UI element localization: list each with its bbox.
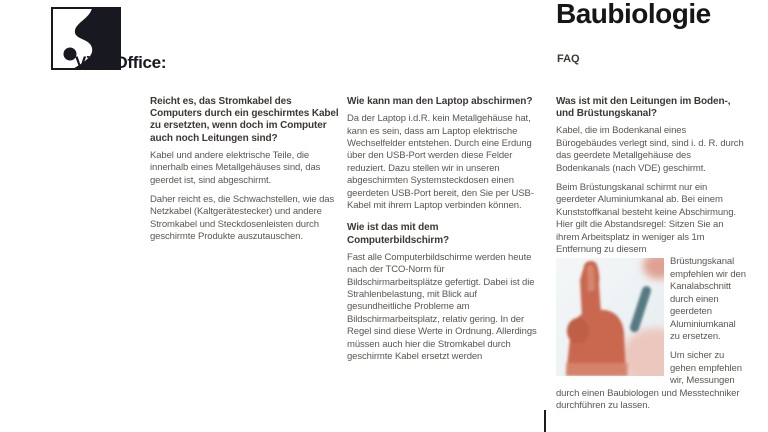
photo-text-wrap — [556, 256, 746, 412]
vital-office-logo — [51, 7, 251, 73]
column-3 — [556, 96, 746, 419]
answer-paragraph: Fast alle Computerbildschirme werden heute nach der TCO-Norm für Bildschirmarbeitsplätze gefertigt. Dabei ist die Strahlenbelastung, mit Blick auf gesundheitliche Probleme am Bildschirmarbeitsplatz, relativ gering. In der Regel sind diese Werte in Ordnung. Allerdings müssen auch hier die Stromkabel durch geschirmte Kabel ersetzt werden — [347, 251, 537, 363]
answer-paragraph: Daher reicht es, die Schwachstellen, wie das Netzkabel (Kaltgerätestecker) und andere Stromkabel und Steckdosenleisten durch geschirmte Produkte auszutauschen. — [150, 194, 335, 243]
vital-office-logo-text: Vital-Office: — [75, 53, 167, 72]
answer-paragraph: Beim Brüstungskanal schirmt nur ein geerdeter Aluminiumkanal ab. Bei einem Kunststoffkanal besteht keine Abschirmung. Hier gilt die Abstandsregel: Sitzen Sie an ihrem Arbeitsplatz in weniger als 1m Entfernung zu diesem — [556, 182, 736, 256]
question-heading: Reicht es, das Stromkabel des Computers durch ein geschirmtes Kabel zu ersetzten, wenn doch im Computer auch noch Leitungen sind? — [150, 96, 339, 144]
answer-paragraph: Da der Laptop i.d.R. kein Metallgehäuse hat, kann es sein, dass am Laptop elektrische Wechselfelder entstehen. Durch eine Erdung über den USB-Port werden diese Felder reduziert. Dazu stellen wir in unseren abgeschirmten Systemsteckdosen einen geerdeten USB-Port bereit, den Sie per USB-Kabel mit ihrem Laptop verbinden können. — [347, 113, 534, 212]
answer-paragraph: Brüstungskanal empfehlen wir den Kanalabschnitt durch einen geerdeten Aluminiumkanal zu ersetzen. — [670, 256, 746, 342]
answer-paragraph: Um sicher zu gehen empfehlen wir, Messungen durch einen Baubiologen und Messtechniker durchführen zu lassen. — [556, 350, 742, 411]
question-heading: Wie ist das mit dem Computerbildschirm? — [347, 222, 449, 246]
question-heading: Was ist mit den Leitungen im Boden-, und Brüstungskanal? — [556, 96, 731, 120]
faq-label: FAQ — [557, 53, 580, 65]
question-heading: Wie kann man den Laptop abschirmen? — [347, 96, 533, 107]
column-1 — [150, 96, 340, 251]
answer-paragraph: Kabel, die im Bodenkanal eines Bürogebäudes verlegt sind, sind i. d. R. durch das geerdete Metallgehäuse des Bodenkanals (nach VDE) geschirmt. — [556, 125, 744, 174]
column-2 — [347, 96, 537, 371]
page-title: Baubiologie — [556, 0, 711, 29]
page-divider-mark — [544, 410, 546, 432]
hand-pointing-photo — [556, 258, 664, 376]
answer-paragraph: Kabel und andere elektrische Teile, die innerhalb eines Metallgehäuses sind, das geerdet ist, sind abgeschirmt. — [150, 149, 321, 186]
